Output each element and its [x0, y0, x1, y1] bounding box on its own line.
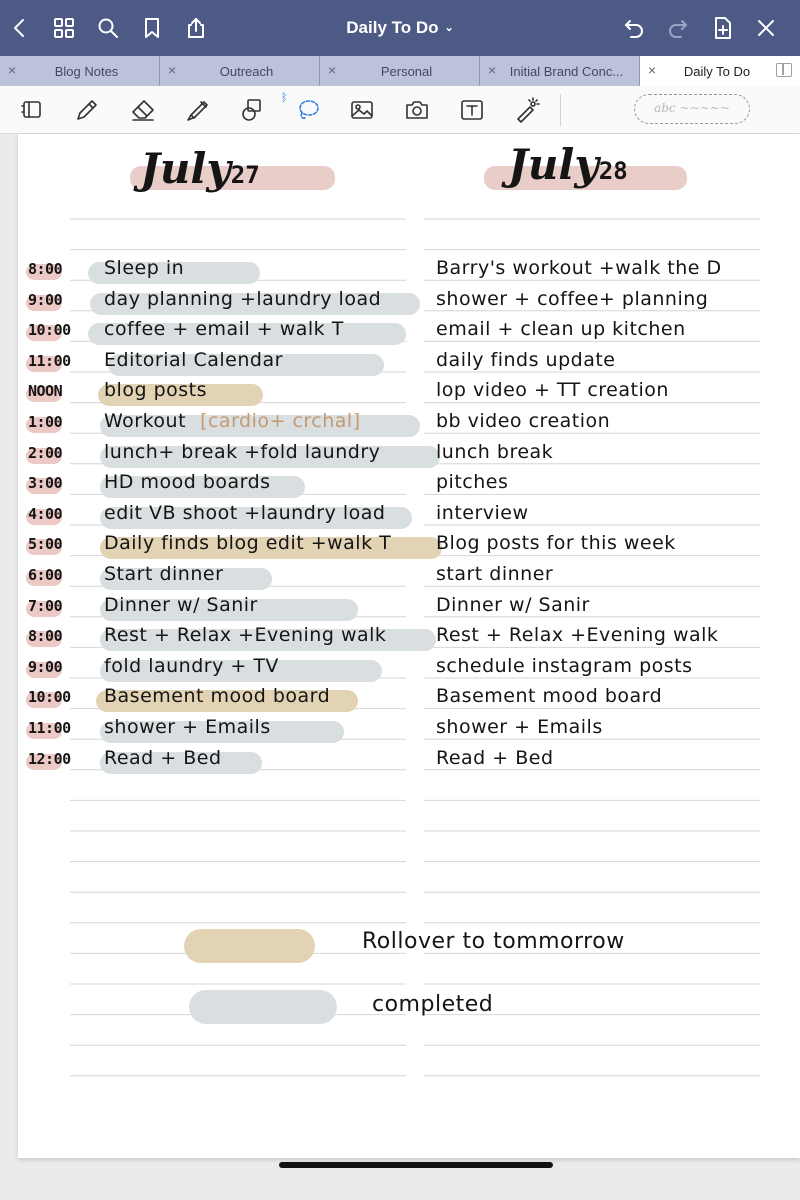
read-mode-icon[interactable] [17, 96, 47, 124]
tab-label[interactable]: Daily To Do [683, 63, 751, 79]
left-task-text: fold laundry + TV [104, 654, 279, 677]
pen-tool-icon[interactable] [72, 96, 102, 124]
time-label: 4:00 [28, 504, 63, 523]
right-task: Read + Bed [436, 746, 554, 769]
right-task: Dinner w/ Sanir [436, 593, 590, 616]
right-task: Basement mood board [436, 685, 663, 708]
tab-outreach[interactable] [160, 56, 320, 86]
right-task: Rest + Relax +Evening walk [436, 624, 719, 647]
bluetooth-icon: ᛒ [281, 92, 288, 104]
laser-pointer-icon[interactable] [512, 96, 542, 124]
left-task [104, 747, 222, 769]
left-task [104, 349, 283, 371]
left-task [104, 441, 380, 463]
left-task [104, 471, 271, 493]
split-view-icon[interactable] [776, 63, 792, 77]
legend-label-rollover: Rollover to tommorrow [362, 929, 625, 954]
left-task [104, 655, 279, 677]
right-task: Blog posts for this week [436, 532, 676, 555]
legend-swatch-rollover [184, 929, 315, 963]
left-task [104, 288, 381, 310]
time-label: 8:00 [28, 260, 63, 278]
left-task-text: Editorial Calendar [104, 348, 283, 371]
left-task [104, 532, 391, 554]
chevron-down-icon[interactable]: ⌄ [444, 22, 454, 34]
time-label: 1:00 [28, 413, 63, 431]
bookmark-icon[interactable] [138, 14, 166, 42]
time-label: 3:00 [28, 474, 63, 493]
legend-label-completed: completed [372, 992, 494, 1017]
left-task [104, 257, 184, 279]
left-task-text: day planning +laundry load [104, 287, 382, 310]
right-task: pitches [436, 471, 509, 494]
right-task: lunch break [436, 440, 554, 463]
document-title-text[interactable]: Daily To Do [346, 18, 439, 37]
shapes-tool-icon[interactable] [238, 96, 268, 124]
right-date-month: July [508, 140, 599, 189]
tab-close-icon[interactable]: × [328, 62, 337, 78]
left-task-text: shower + Emails [104, 716, 271, 738]
left-task [104, 685, 330, 707]
left-task-text: Rest + Relax +Evening walk [104, 624, 387, 647]
left-date-day: 27 [230, 161, 260, 189]
camera-tool-icon[interactable] [402, 96, 432, 124]
left-task [104, 410, 361, 432]
left-task-text: Workout [104, 410, 187, 432]
tab-close-icon[interactable]: × [648, 62, 657, 78]
time-label: NOON [28, 382, 63, 401]
right-task: shower + Emails [436, 716, 603, 738]
tab-personal[interactable] [320, 56, 480, 86]
time-label: 8:00 [28, 627, 63, 646]
notebook-page[interactable] [18, 134, 800, 1158]
add-page-icon[interactable] [708, 14, 736, 42]
time-label: 9:00 [28, 657, 63, 676]
left-task-text: Read + Bed [104, 746, 222, 769]
time-label: 5:00 [28, 535, 63, 554]
left-task [104, 716, 271, 738]
text-tool-icon[interactable] [457, 96, 487, 124]
left-task-text: HD mood boards [104, 471, 271, 494]
undo-icon[interactable] [620, 14, 648, 42]
right-task: shower + coffee+ planning [436, 287, 709, 310]
share-icon[interactable] [182, 14, 210, 42]
right-date-heading [508, 140, 628, 189]
image-tool-icon[interactable] [347, 96, 377, 124]
left-task [104, 624, 386, 646]
time-label: 11:00 [28, 719, 71, 737]
left-task-text: Daily finds blog edit +walk T [104, 532, 392, 555]
time-label: 6:00 [28, 566, 63, 584]
document-tabs [0, 56, 800, 86]
handwriting-conversion-field[interactable]: abc ~~~~~ [634, 94, 750, 124]
left-task [104, 563, 223, 585]
left-task-text: Dinner w/ Sanir [104, 593, 258, 616]
tab-label[interactable]: Outreach [219, 63, 274, 79]
time-label: 12:00 [28, 749, 71, 768]
time-label: 2:00 [28, 443, 63, 462]
eraser-tool-icon[interactable] [128, 96, 158, 124]
close-icon[interactable] [752, 14, 780, 42]
time-label: 11:00 [28, 351, 71, 370]
search-icon[interactable] [94, 14, 122, 42]
tab-label[interactable]: Blog Notes [54, 63, 119, 79]
tab-label[interactable]: Initial Brand Conc... [509, 63, 624, 79]
left-task-text: edit VB shoot +laundry load [104, 501, 386, 524]
left-task-text: Start dinner [104, 563, 224, 585]
redo-icon[interactable] [664, 14, 692, 42]
left-task-text: Basement mood board [104, 685, 331, 708]
time-label: 10:00 [28, 321, 71, 340]
home-indicator[interactable] [279, 1162, 553, 1168]
tab-close-icon[interactable]: × [488, 62, 497, 78]
right-task: lop video + TT creation [436, 379, 669, 402]
top-navigation-bar [0, 0, 800, 56]
thumbnails-grid-icon[interactable] [50, 14, 78, 42]
left-task-accent-note: [cardio+ crchal] [200, 410, 361, 432]
right-task: start dinner [436, 563, 554, 585]
tab-label[interactable]: Personal [380, 63, 433, 79]
tab-close-icon[interactable]: × [8, 62, 17, 78]
tab-daily-to-do[interactable] [640, 56, 800, 86]
time-label: 10:00 [28, 688, 71, 707]
tab-blog-notes[interactable] [0, 56, 160, 86]
right-task: interview [436, 501, 529, 524]
toolbar-divider [560, 94, 561, 126]
left-task-text: blog posts [104, 379, 207, 402]
tab-close-icon[interactable]: × [168, 62, 177, 78]
left-task [104, 594, 258, 616]
legend-swatch-completed [189, 990, 337, 1024]
left-task [104, 379, 207, 401]
right-date-day: 28 [598, 157, 628, 185]
left-date-heading [140, 144, 260, 193]
left-task [104, 318, 344, 340]
left-task-text: lunch+ break +fold laundry [104, 440, 381, 463]
right-task: Barry's workout +walk the D [436, 257, 722, 279]
left-task-text: coffee + email + walk T [104, 318, 344, 341]
left-task-text: Sleep in [104, 257, 185, 279]
right-task: daily finds update [436, 348, 616, 371]
left-date-month: July [140, 144, 231, 193]
right-task: bb video creation [436, 410, 611, 432]
tab-initial-brand-concept[interactable] [480, 56, 640, 86]
highlighter-tool-icon[interactable] [183, 96, 213, 124]
left-task [104, 502, 385, 524]
time-label: 9:00 [28, 290, 63, 309]
right-task: email + clean up kitchen [436, 318, 686, 341]
back-icon[interactable] [6, 14, 34, 42]
time-label: 7:00 [28, 596, 63, 615]
right-task: schedule instagram posts [436, 654, 693, 677]
lasso-tool-icon[interactable] [293, 96, 323, 124]
